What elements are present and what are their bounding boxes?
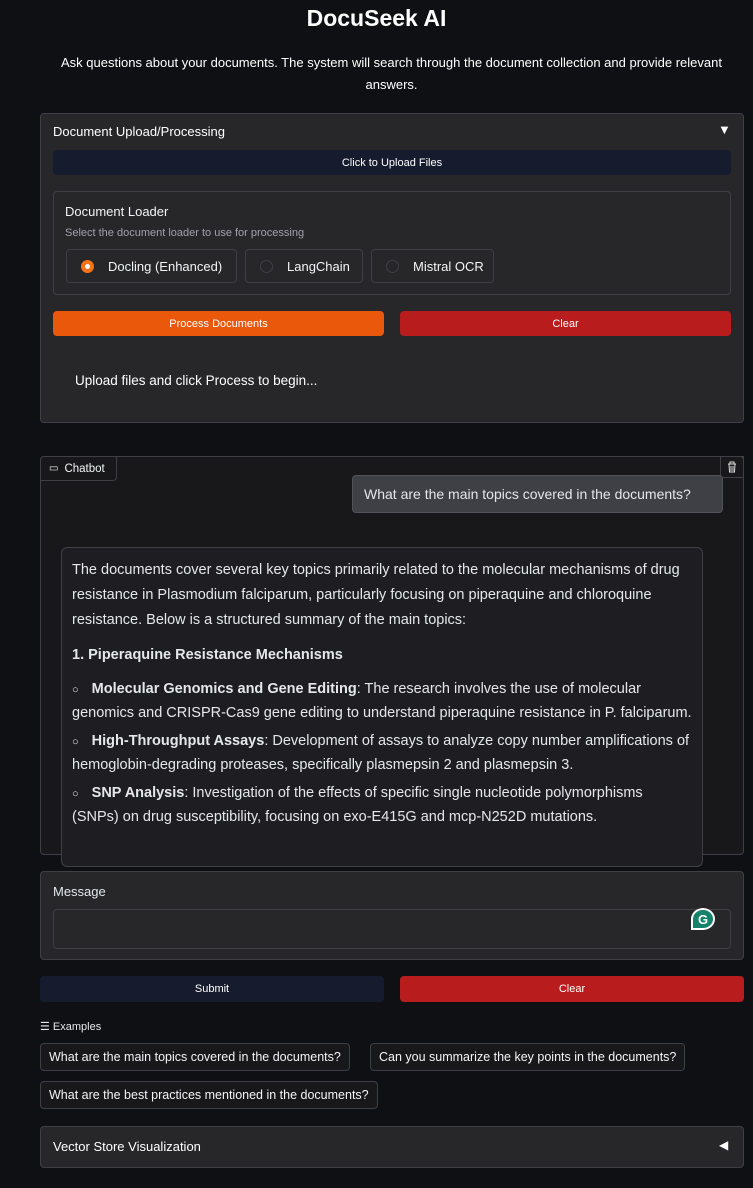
message-input[interactable]	[53, 909, 731, 949]
option-label: Docling (Enhanced)	[108, 258, 223, 274]
grammarly-icon[interactable]: G	[691, 908, 715, 930]
chat-icon: ▭	[49, 463, 59, 474]
trash-icon[interactable]	[720, 456, 744, 478]
bullet-icon: ○	[72, 736, 79, 748]
option-label: Mistral OCR	[413, 258, 484, 274]
list-icon: ☰	[40, 1021, 53, 1033]
bullet-text: : Investigation of the effects of specific single nucleotide polymorphisms (SNPs) on drug susceptibility, focusing on exo-E415G and mcp-N252D mutations.	[72, 785, 643, 825]
bullet-icon: ○	[72, 684, 79, 696]
document-loader-label: Document Loader	[65, 204, 169, 219]
bullet-text: : The research involves the use of molecular genomics and CRISPR-Cas9 gene editing to understand piperaquine resistance in P. falciparum.	[72, 681, 692, 721]
reply-bullet	[72, 730, 692, 777]
app-subtitle: Ask questions about your documents. The system will search through the document collection and provide relevant answers.	[61, 55, 722, 92]
bullet-title: Molecular Genomics and Gene Editing	[91, 681, 357, 697]
app-title: DocuSeek AI	[306, 5, 447, 31]
radio-icon	[260, 260, 273, 273]
chatbot-label-text: Chatbot	[64, 462, 105, 475]
reply-paragraph: The documents cover several key topics primarily related to the molecular mechanisms of drug resistance in Plasmodium falciparum, particularly focusing on piperaquine and chloroquine resistance. Below is a structured summary of the main topics:	[72, 562, 680, 628]
bullet-text: : Development of assays to analyze copy number amplifications of hemoglobin-degrading proteases, specifically plasmepsin 2 and plasmepsin 3.	[72, 733, 690, 773]
radio-icon	[386, 260, 399, 273]
example-2[interactable]: Can you summarize the key points in the documents?	[370, 1043, 685, 1071]
example-3[interactable]: What are the best practices mentioned in the documents?	[40, 1081, 378, 1109]
message-label: Message	[53, 884, 106, 899]
clear-upload-button[interactable]: Clear	[400, 311, 731, 336]
loader-option-langchain[interactable]	[245, 249, 363, 283]
chatbot-label	[40, 456, 117, 481]
document-loader-info: Select the document loader to use for processing	[65, 227, 305, 239]
process-documents-button[interactable]: Process Documents	[53, 311, 384, 336]
bullet-title: SNP Analysis	[91, 785, 185, 801]
bullet-icon: ○	[72, 788, 79, 800]
option-label: LangChain	[287, 258, 350, 274]
examples-label-text: Examples	[52, 1021, 102, 1033]
vector-store-title[interactable]: Vector Store Visualization	[53, 1139, 201, 1154]
loader-option-mistral-ocr[interactable]	[371, 249, 494, 283]
reply-bullet	[72, 678, 692, 725]
expand-arrow-icon[interactable]: ◀	[719, 1138, 729, 1152]
upload-panel-title[interactable]: Document Upload/Processing	[53, 124, 225, 139]
bot-reply	[61, 547, 703, 867]
clear-chat-button[interactable]: Clear	[400, 976, 744, 1002]
submit-button[interactable]: Submit	[40, 976, 384, 1002]
radio-selected-icon	[81, 260, 94, 273]
loader-option-docling[interactable]	[66, 249, 237, 283]
reply-heading: 1. Piperaquine Resistance Mechanisms	[72, 647, 343, 663]
example-1[interactable]: What are the main topics covered in the documents?	[40, 1043, 350, 1071]
upload-status: Upload files and click Process to begin...	[75, 373, 318, 388]
bullet-title: High-Throughput Assays	[91, 733, 265, 749]
examples-label	[40, 1020, 101, 1033]
reply-bullet	[72, 782, 692, 829]
collapse-arrow-icon[interactable]: ▼	[718, 122, 731, 137]
upload-files-button[interactable]: Click to Upload Files	[53, 150, 731, 175]
user-message: What are the main topics covered in the documents?	[352, 475, 723, 513]
